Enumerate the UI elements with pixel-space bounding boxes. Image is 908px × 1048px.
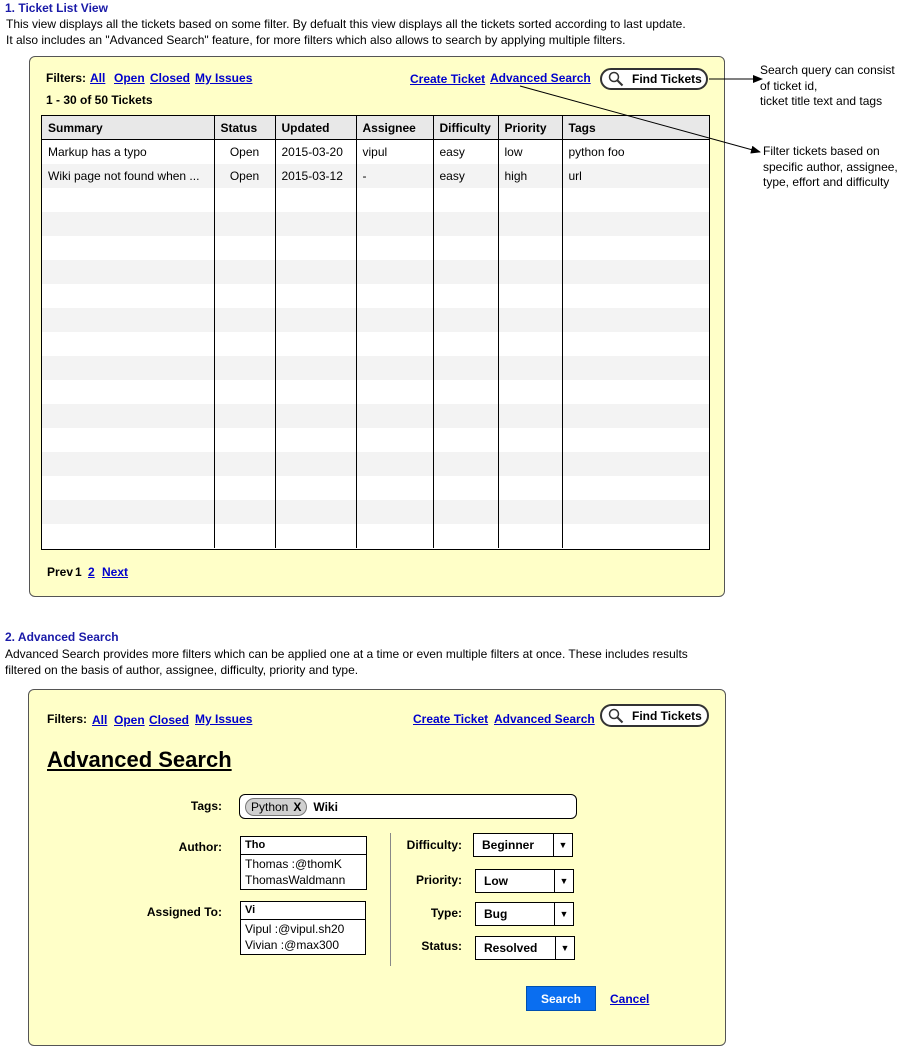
table-cell: 2015-03-20 [275,140,356,165]
table-cell [562,428,709,452]
priority-value: Low [484,874,508,888]
priority-select[interactable] [475,869,574,893]
find-tickets-label: Find Tickets [632,708,702,723]
table-cell [356,332,433,356]
table-cell [42,212,214,236]
table-cell [433,260,498,284]
table-cell [356,284,433,308]
table-cell [275,356,356,380]
table-cell: high [498,164,562,188]
advanced-search-heading: Advanced Search [47,747,232,772]
pagination-next[interactable]: Next [102,565,129,579]
column-header[interactable]: Summary [42,116,214,140]
table-cell [356,308,433,332]
table-cell [433,284,498,308]
table-cell [498,284,562,308]
table-cell [498,500,562,524]
column-header[interactable]: Updated [275,116,356,140]
table-cell [42,332,214,356]
table-cell [433,332,498,356]
tags-label: Tags: [190,799,222,813]
table-cell [214,524,275,548]
table-row [42,308,709,332]
tags-input-text: Wiki [313,799,338,814]
table-cell [356,452,433,476]
table-cell [356,212,433,236]
search-note-line1: Search query can consist [760,63,895,77]
pagination-current-page: 1 [75,565,82,579]
assigned-to-suggestions [240,919,366,955]
assigned-to-label: Assigned To: [146,905,222,919]
table-cell [214,212,275,236]
section1-title: 1. Ticket List View [5,1,108,15]
cancel-link[interactable]: Cancel [610,992,650,1006]
table-cell [214,236,275,260]
tags-input[interactable] [239,794,577,819]
table-cell [498,212,562,236]
table-cell [433,380,498,404]
section2-desc-line2: filtered on the basis of author, assignee, difficulty, priority and type. [5,663,359,677]
tag-chip[interactable] [245,798,307,816]
table-row [42,380,709,404]
status-label: Status: [421,939,462,953]
table-cell [498,260,562,284]
table-cell: easy [433,164,498,188]
table-row [42,236,709,260]
chevron-down-icon: ▼ [553,834,572,856]
filter-note-line3: type, effort and difficulty [763,175,890,189]
table-cell [562,476,709,500]
pagination-page-2[interactable]: 2 [88,565,95,579]
author-suggestion-item[interactable]: ThomasWaldmann [245,873,346,887]
table-cell [433,356,498,380]
table-row [42,332,709,356]
table-cell [275,284,356,308]
table-cell [214,356,275,380]
filter-my-issues-link[interactable]: My Issues [195,712,253,726]
table-cell: easy [433,140,498,165]
table-row [42,524,709,548]
assigned-suggestion-item[interactable]: Vivian :@max300 [245,938,340,952]
section1-desc-line2: It also includes an "Advanced Search" feature, for more filters which also allows to search by applying multiple filters. [6,33,626,47]
filter-open-link[interactable]: Open [114,71,145,85]
table-cell [214,404,275,428]
tag-remove-icon[interactable]: X [293,799,302,814]
difficulty-value: Beginner [482,838,535,852]
table-cell [498,332,562,356]
column-header[interactable]: Tags [562,116,709,140]
section2-desc-line1: Advanced Search provides more filters which can be applied one at a time or even multiple filters at once. These includes results [5,647,688,661]
table-cell [498,428,562,452]
table-cell: url [562,164,709,188]
table-cell [498,404,562,428]
author-label: Author: [178,840,222,854]
table-cell [275,308,356,332]
table-cell [562,212,709,236]
tag-chip-label: Python [251,799,289,814]
table-cell: Wiki page not found when ... [42,164,214,188]
table-cell [42,500,214,524]
table-cell [433,212,498,236]
advanced-search-link[interactable]: Advanced Search [494,712,595,726]
table-cell [42,236,214,260]
table-cell [562,236,709,260]
filters-label: Filters: [47,712,88,726]
column-header[interactable]: Status [214,116,275,140]
table-cell [433,500,498,524]
table-cell: vipul [356,140,433,165]
table-cell [42,356,214,380]
filter-note-line1: Filter tickets based on [763,144,880,158]
priority-label: Priority: [415,873,462,887]
filter-open-link[interactable]: Open [114,713,145,727]
table-cell [356,404,433,428]
table-cell [214,308,275,332]
table-cell: python foo [562,140,709,165]
section1-desc-line1: This view displays all the tickets based on some filter. By defualt this view displays all the tickets sorted according to last update. [6,17,686,31]
type-value: Bug [484,907,508,921]
filter-all-link[interactable]: All [90,71,106,85]
search-note-line2: of ticket id, [760,79,818,93]
table-cell [562,308,709,332]
table-cell [562,452,709,476]
table-cell [562,260,709,284]
section2-title: 2. Advanced Search [5,630,119,644]
table-cell [275,452,356,476]
table-cell [275,260,356,284]
table-cell [214,380,275,404]
filter-all-link[interactable]: All [92,713,108,727]
table-cell [356,428,433,452]
filter-note-arrow [520,86,760,152]
table-cell [562,524,709,548]
table-cell [214,452,275,476]
table-cell [42,308,214,332]
assigned-suggestion-item[interactable]: Vipul :@vipul.sh20 [245,922,345,936]
table-row [42,212,709,236]
table-cell [42,452,214,476]
filters-label: Filters: [46,71,87,85]
author-input[interactable]: Tho [240,836,367,855]
type-select[interactable] [475,902,574,926]
table-cell [562,380,709,404]
table-cell: 2015-03-12 [275,164,356,188]
pagination-prev: Prev [47,565,74,579]
table-cell [356,500,433,524]
table-cell [498,308,562,332]
table-cell [433,452,498,476]
table-cell [498,356,562,380]
table-cell [433,404,498,428]
table-row [42,428,709,452]
table-cell [214,284,275,308]
table-cell [356,476,433,500]
chevron-down-icon: ▼ [554,903,573,925]
difficulty-label: Difficulty: [406,838,462,852]
create-ticket-link[interactable]: Create Ticket [413,712,489,726]
filter-closed-link[interactable]: Closed [149,713,190,727]
column-header[interactable]: Difficulty [433,116,498,140]
table-row [42,476,709,500]
find-tickets-search[interactable] [600,704,709,727]
table-cell [275,236,356,260]
table-row [42,284,709,308]
find-tickets-label: Find Tickets [632,72,702,86]
status-select[interactable] [475,936,575,960]
table-cell [275,524,356,548]
filter-my-issues-link[interactable]: My Issues [195,71,253,85]
table-cell [356,380,433,404]
table-cell [214,500,275,524]
table-cell [275,212,356,236]
filter-note-line2: specific author, assignee, [763,160,898,174]
table-cell [275,500,356,524]
table-cell: Markup has a typo [42,140,214,165]
table-cell [433,236,498,260]
difficulty-select[interactable] [473,833,573,857]
table-cell [42,404,214,428]
table-cell [42,428,214,452]
table-row [42,404,709,428]
table-cell [214,260,275,284]
column-header[interactable]: Assignee [356,116,433,140]
table-cell [498,524,562,548]
table-cell [498,236,562,260]
create-ticket-link[interactable]: Create Ticket [410,72,486,86]
table-cell [356,524,433,548]
table-cell [214,332,275,356]
column-header[interactable]: Priority [498,116,562,140]
advanced-search-link[interactable]: Advanced Search [490,71,591,85]
table-cell [433,308,498,332]
chevron-down-icon: ▼ [555,937,574,959]
author-suggestion-item[interactable]: Thomas :@thomK [245,857,342,871]
table-cell [433,524,498,548]
table-cell [498,476,562,500]
table-cell [214,428,275,452]
table-cell [275,428,356,452]
table-cell [275,404,356,428]
table-cell [433,428,498,452]
table-cell [562,284,709,308]
table-cell [42,476,214,500]
filter-closed-link[interactable]: Closed [150,71,191,85]
search-icon [608,708,624,724]
table-row [42,500,709,524]
table-cell [562,332,709,356]
chevron-down-icon: ▼ [554,870,573,892]
search-button[interactable]: Search [526,986,596,1011]
type-label: Type: [430,906,462,920]
table-row [42,452,709,476]
table-cell [562,500,709,524]
table-cell [498,380,562,404]
table-cell [356,236,433,260]
table-cell [356,356,433,380]
table-cell: Open [214,164,275,188]
table-cell: - [356,164,433,188]
table-cell [42,524,214,548]
search-note-line3: ticket title text and tags [760,94,883,108]
table-cell [562,404,709,428]
table-cell [433,476,498,500]
table-cell [275,476,356,500]
table-cell [562,356,709,380]
advanced-search-panel [28,689,726,1046]
table-cell [42,284,214,308]
table-cell [42,380,214,404]
table-row [42,356,709,380]
table-cell: low [498,140,562,165]
table-cell [214,476,275,500]
table-cell: Open [214,140,275,165]
ticket-count: 1 - 30 of 50 Tickets [46,93,153,107]
author-suggestions [240,854,367,890]
table-cell [356,260,433,284]
assigned-to-input[interactable]: Vi [240,901,366,920]
table-cell [275,380,356,404]
table-cell [275,332,356,356]
table-cell [498,452,562,476]
status-value: Resolved [484,941,538,955]
table-cell [42,260,214,284]
table-row [42,260,709,284]
